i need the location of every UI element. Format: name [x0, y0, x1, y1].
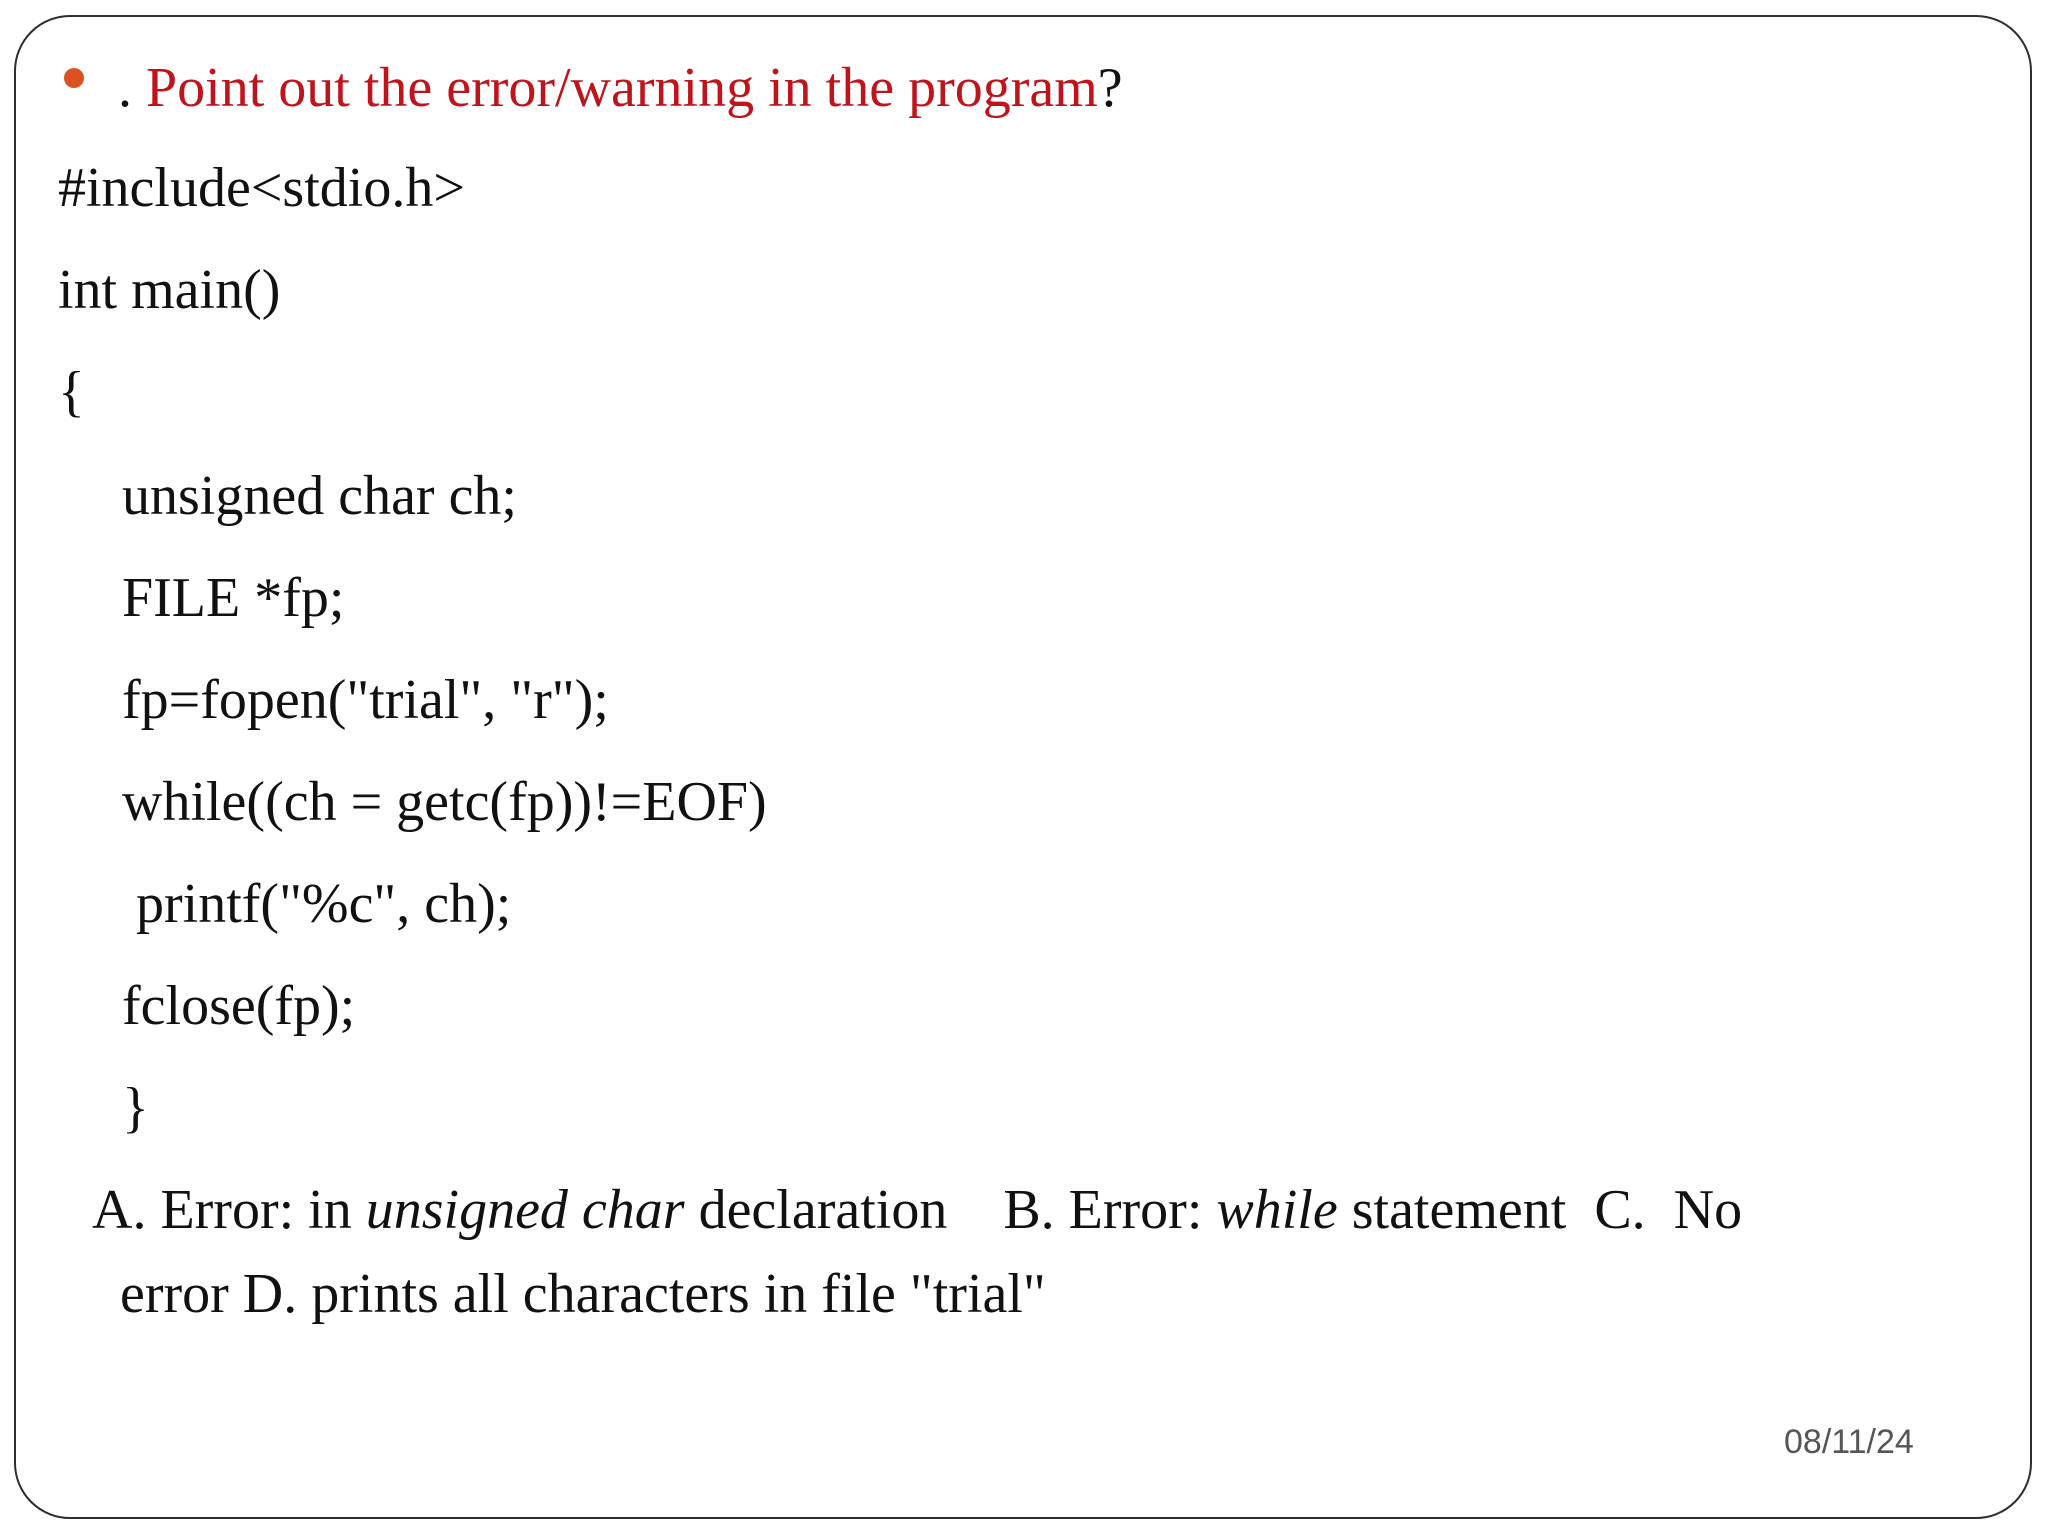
answer-line-1	[92, 1168, 1962, 1252]
code-line: #include<stdio.h>	[58, 157, 465, 219]
code-line: FILE *fp;	[122, 567, 345, 629]
code-line: printf("%c", ch);	[122, 873, 512, 935]
code-line: {	[58, 361, 85, 423]
option-a-prefix: A. Error: in	[92, 1179, 366, 1241]
question-text: Point out the error/warning in the program	[146, 57, 1098, 119]
code-line: fclose(fp);	[122, 975, 356, 1037]
bullet-icon	[64, 68, 84, 88]
option-b-prefix: B. Error:	[1003, 1179, 1217, 1241]
slide-date: 08/11/24	[1784, 1423, 1914, 1461]
answer-options	[92, 1168, 1962, 1336]
option-b-suffix: statement	[1337, 1179, 1595, 1241]
question-title	[118, 52, 1123, 124]
answer-line-2: error D. prints all characters in file "trial"	[120, 1263, 1046, 1325]
question-prefix: .	[118, 57, 132, 119]
code-line: while((ch = getc(fp))!=EOF)	[122, 771, 767, 833]
code-line: }	[122, 1077, 149, 1139]
option-b-italic: while	[1216, 1179, 1338, 1241]
option-c: C. No	[1594, 1179, 1743, 1241]
code-line: int main()	[58, 259, 281, 321]
code-line: fp=fopen("trial", "r");	[122, 669, 609, 731]
option-a-italic: unsigned char	[365, 1179, 685, 1241]
code-line: unsigned char ch;	[122, 465, 517, 527]
question-suffix: ?	[1097, 57, 1123, 119]
option-a-suffix: declaration	[684, 1179, 1004, 1241]
